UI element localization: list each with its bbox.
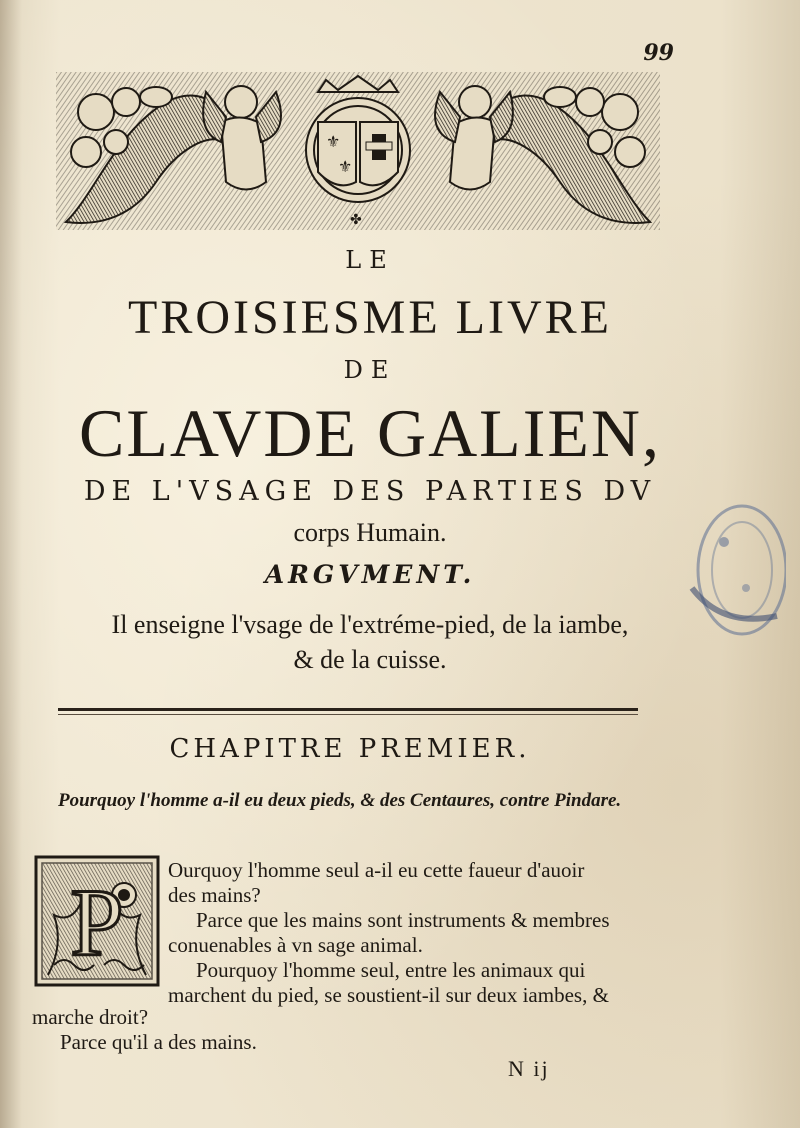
body-line: des mains? [168,883,261,907]
body-line: Ourquoy l'homme seul a-il eu cette faueur d'auoir [168,858,585,882]
title-le: LE [345,246,395,274]
argument-line-2: & de la cuisse. [293,645,447,674]
svg-text:✤: ✤ [350,212,362,228]
subtitle-line-2: corps Humain. [293,518,447,547]
headpiece-icon [56,72,660,230]
title-de: DE [343,356,397,384]
headpiece-ornament [56,72,660,230]
chapter-subtitle: Pourquoy l'homme a-il eu deux pieds, & des Centaures, contre Pindare. [58,790,622,811]
body-line: marchent du pied, se soustient-il sur deux iambes, & [168,983,609,1007]
decorated-initial [34,855,160,987]
divider-rule [58,708,638,711]
body-line: Parce qu'il a des mains. [60,1030,257,1054]
argument-heading: ARGVMENT. [264,560,476,589]
initial-letter: P [70,869,124,976]
title-livre: TROISIESME LIVRE [128,291,612,344]
title-author: CLAVDE GALIEN, [78,395,662,471]
argument-line-1: Il enseigne l'vsage de l'extréme-pied, de la iambe, [111,610,629,639]
body-line: marche droit? [32,1005,149,1029]
page-number: 99 [643,40,674,66]
svg-text:⚜: ⚜ [338,157,353,176]
floral-initial-icon [34,855,160,987]
body-line: conuenables à vn sage animal. [168,933,423,957]
chapter-heading: CHAPITRE PREMIER. [169,734,531,764]
subtitle-line-1: DE L'VSAGE DES PARTIES DV [83,476,657,507]
body-line: Parce que les mains sont instruments & membres [196,908,610,932]
svg-text:⚜: ⚜ [326,132,341,151]
signature-mark: N ij [508,1056,550,1081]
body-line: Pourquoy l'homme seul, entre les animaux qui [196,958,586,982]
